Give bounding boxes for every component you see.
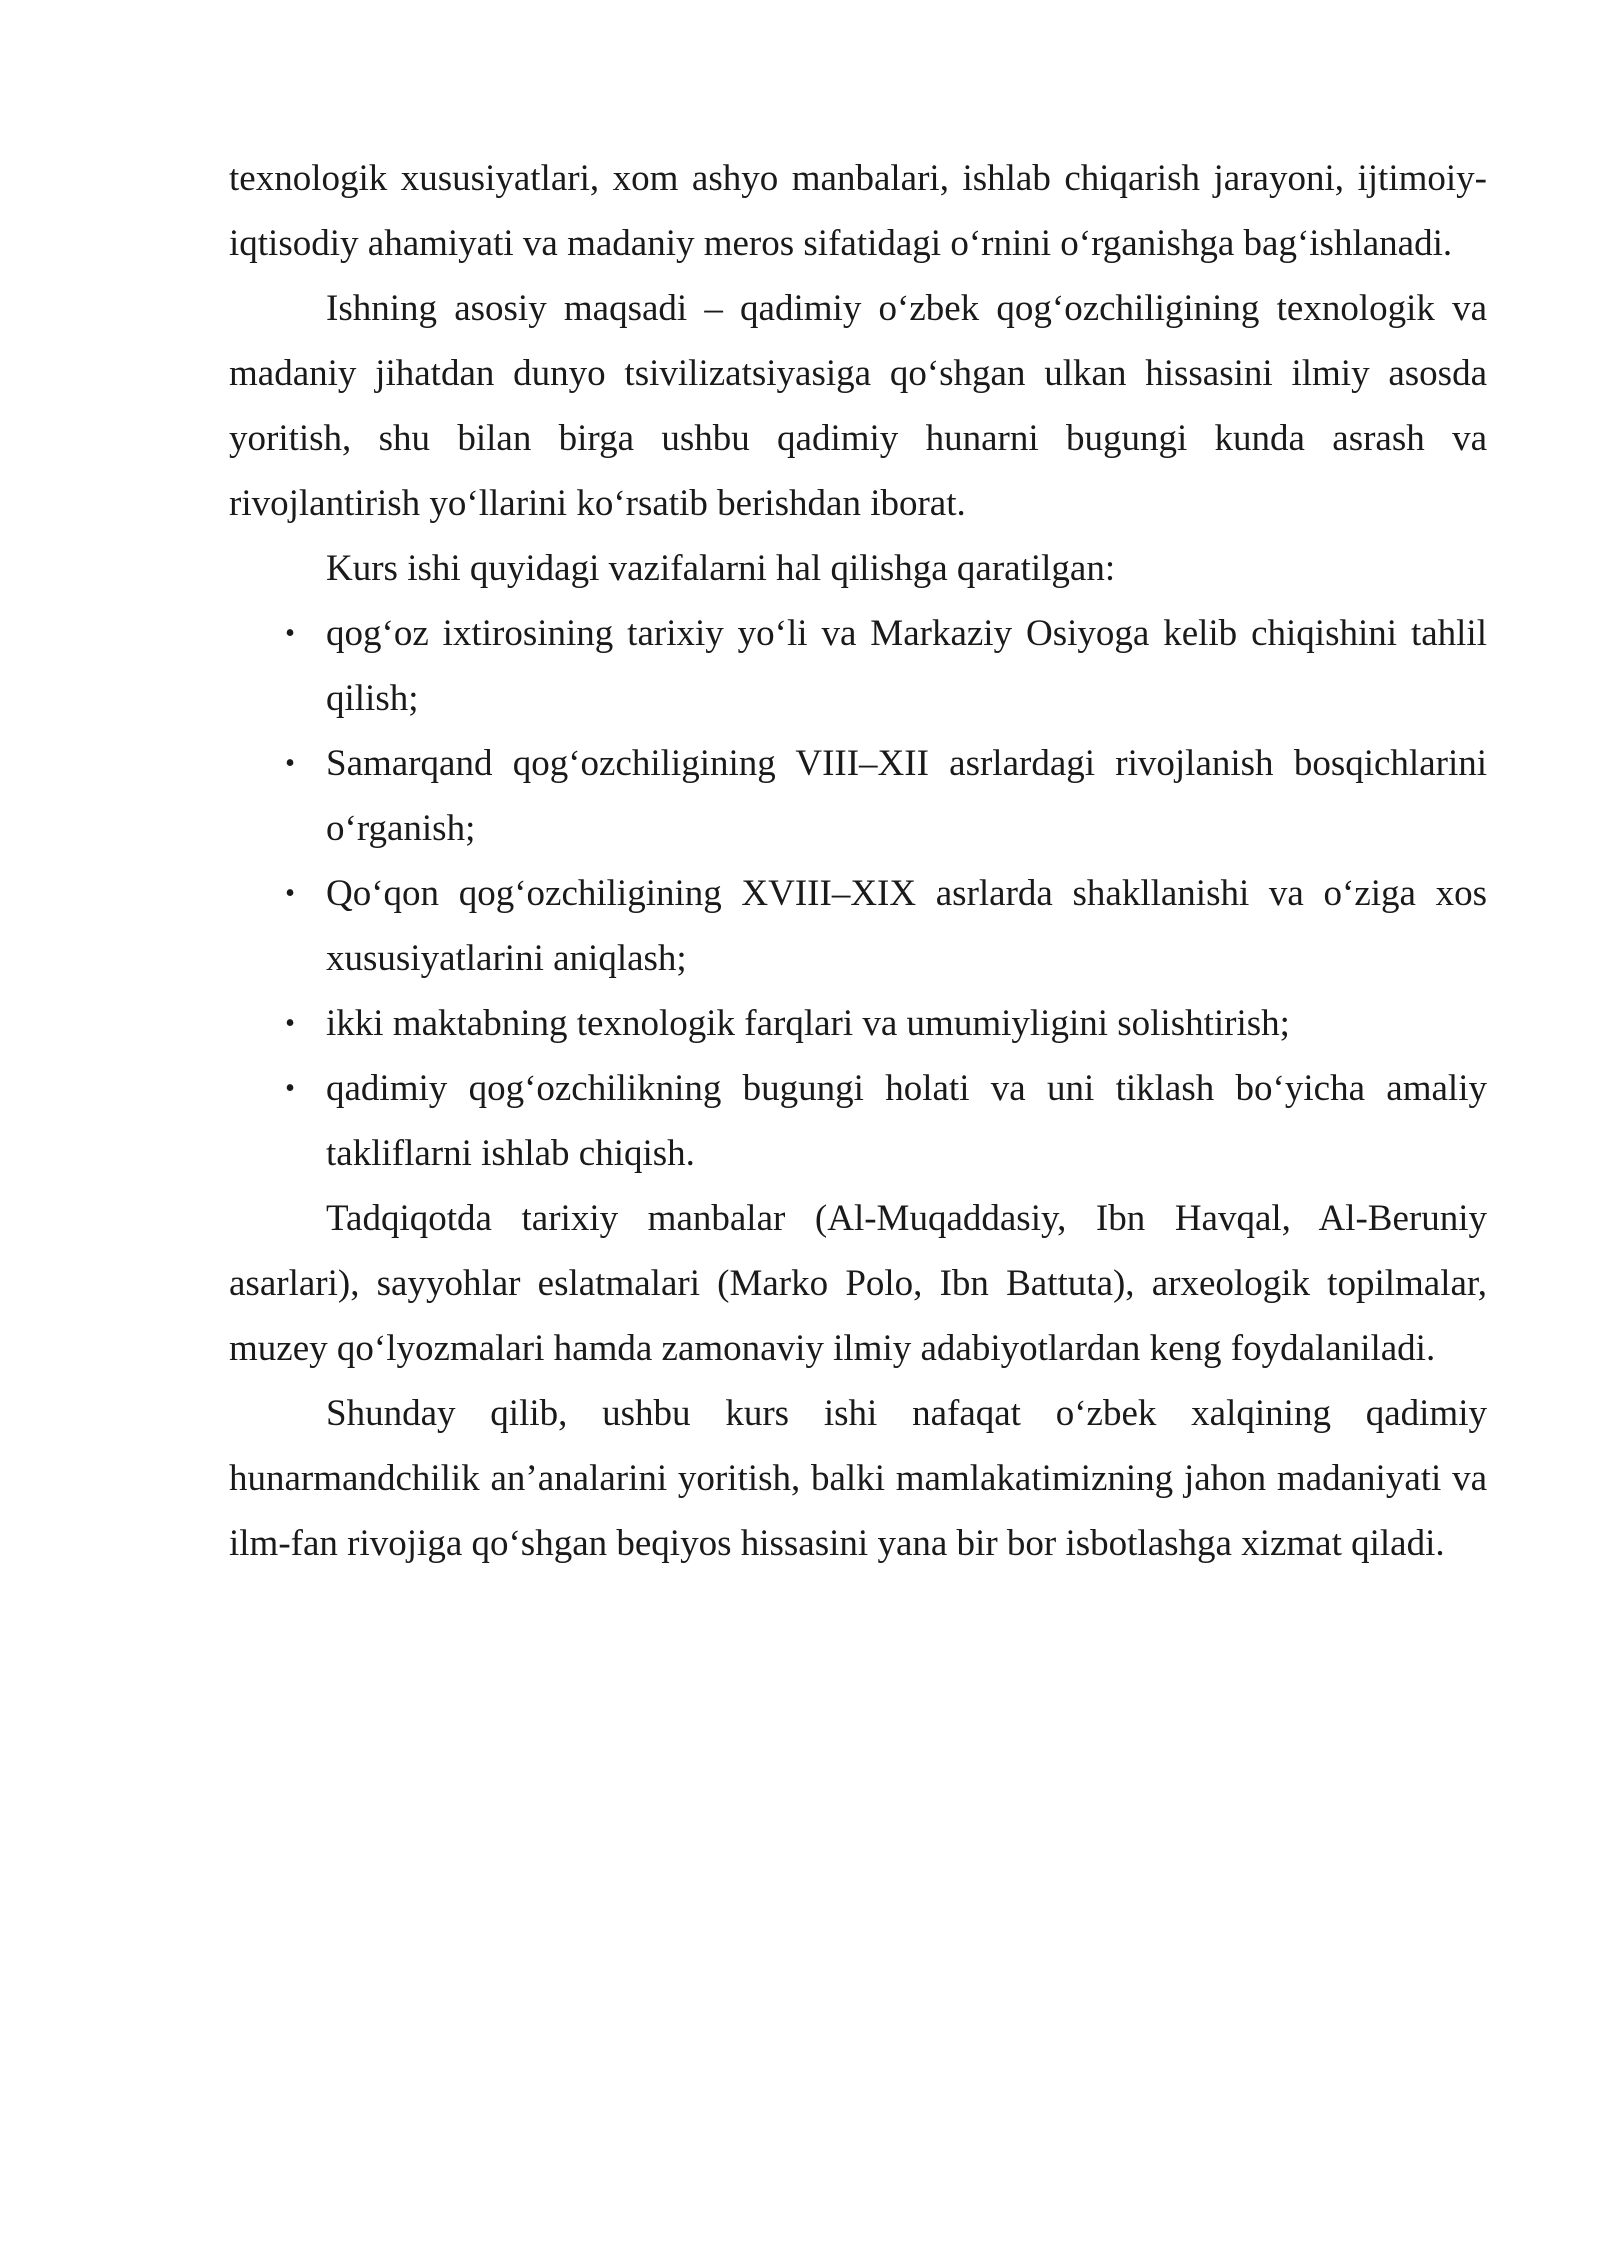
paragraph-tasks-intro: Kurs ishi quyidagi vazifalarni hal qilishga qaratilgan:	[326, 548, 1116, 589]
list-item-text: ikki maktabning texnologik farqlari va umumiyligini solishtirish;	[326, 1003, 1290, 1044]
page-body	[229, 146, 1487, 1576]
list-item-text: Qo‘qon qog‘ozchiligining XVIII–XIX asrlarda shakllanishi va o‘ziga xos xususiyatlarini aniqlash;	[326, 873, 1487, 979]
bullet-icon: •	[285, 878, 295, 909]
list-item	[229, 1056, 1487, 1186]
list-item-text: qadimiy qog‘ozchilikning bugungi holati va uni tiklash bo‘yicha amaliy takliflarni ishlab chiqish.	[326, 1068, 1487, 1174]
list-item-text: Samarqand qog‘ozchiligining VIII–XII asrlardagi rivojlanish bosqichlarini o‘rganish;	[326, 743, 1487, 849]
list-item	[229, 861, 1487, 991]
task-list	[229, 601, 1487, 1186]
bullet-icon: •	[285, 1073, 295, 1104]
bullet-icon: •	[285, 1008, 295, 1039]
paragraph-continuation: texnologik xususiyatlari, xom ashyo manbalari, ishlab chiqarish jarayoni, ijtimoiy-iqtisodiy ahamiyati va madaniy meros sifatidagi o‘rnini o‘rganishga bag‘ishlanadi.	[229, 158, 1487, 264]
list-item	[229, 991, 1487, 1056]
list-item-text: qog‘oz ixtirosining tarixiy yo‘li va Markaziy Osiyoga kelib chiqishini tahlil qilish;	[326, 613, 1487, 719]
bullet-icon: •	[285, 618, 295, 649]
list-item	[229, 731, 1487, 861]
list-item	[229, 601, 1487, 731]
paragraph-conclusion: Shunday qilib, ushbu kurs ishi nafaqat o‘zbek xalqining qadimiy hunarmandchilik an’analarini yoritish, balki mamlakatimizning jahon madaniyati va ilm-fan rivojiga qo‘shgan beqiyos hissasini yana bir bor isbotlashga xizmat qiladi.	[229, 1393, 1487, 1564]
paragraph-goal: Ishning asosiy maqsadi – qadimiy o‘zbek qog‘ozchiligining texnologik va madaniy jihatdan dunyo tsivilizatsiyasiga qo‘shgan ulkan hissasini ilmiy asosda yoritish, shu bilan birga ushbu qadimiy hunarni bugungi kunda asrash va rivojlantirish yo‘llarini ko‘rsatib berishdan iborat.	[229, 288, 1487, 524]
bullet-icon: •	[285, 748, 295, 779]
paragraph-sources: Tadqiqotda tarixiy manbalar (Al-Muqaddasiy, Ibn Havqal, Al-Beruniy asarlari), sayyohlar eslatmalari (Marko Polo, Ibn Battuta), arxeologik topilmalar, muzey qo‘lyozmalari hamda zamonaviy ilmiy adabiyotlardan keng foydalaniladi.	[229, 1198, 1487, 1369]
